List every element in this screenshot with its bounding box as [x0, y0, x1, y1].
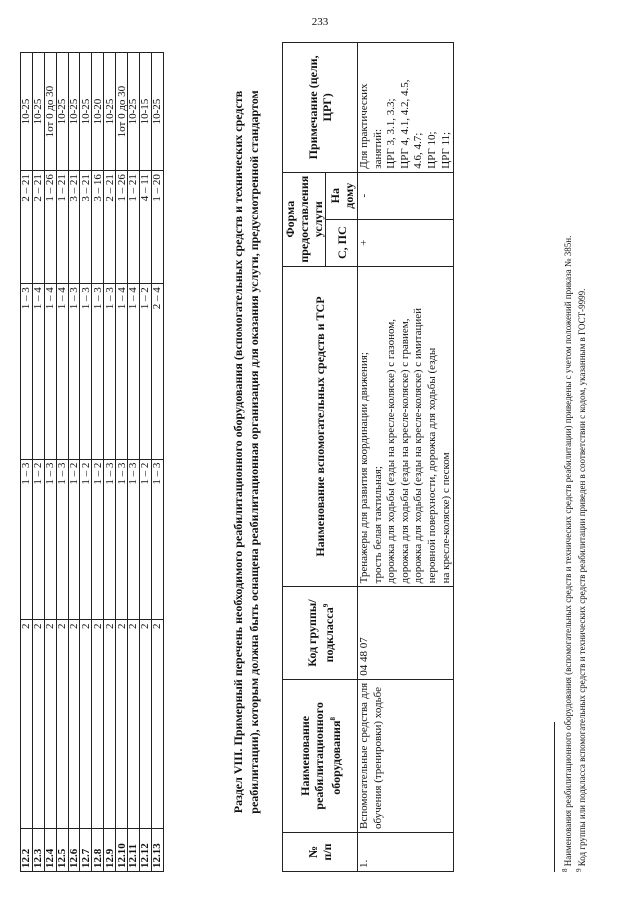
cell-col-3: 1 – 4: [32, 284, 44, 459]
cell-col-4: 4 – 11: [139, 171, 151, 284]
cell-col-4: 2 – 21: [21, 171, 33, 284]
cell-col-2: 1 – 2: [92, 459, 104, 620]
section-heading: [230, 42, 262, 862]
header-equipment-name-footnote-mark: 8: [328, 717, 337, 721]
cell-col-5: 1от 0 до 30: [44, 53, 56, 171]
footnote-divider: [554, 722, 555, 872]
table-row: [92, 53, 104, 872]
note-line: ЦРГ 3, 3.1, 3.3;: [385, 98, 398, 169]
aids-line: неровной поверхности, дорожка для ходьбы (езды: [425, 347, 438, 584]
table-row: [68, 53, 80, 872]
header-number-line-2: п/п: [320, 843, 334, 861]
cell-col-2: 1 – 2: [139, 459, 151, 620]
cell-col-3: 1 – 3: [68, 284, 80, 459]
row-notes: [358, 43, 454, 173]
footnote-8: [560, 52, 574, 872]
section-heading-line-1: Раздел VIII. Примерный перечень необходимого реабилитационного оборудования (вспомогательных средств и технических средств: [231, 90, 245, 814]
cell-col-1: 2: [92, 620, 104, 829]
cell-col-1: 2: [56, 620, 68, 829]
note-line: Для практических: [358, 83, 370, 169]
cell-col-3: 1 – 3: [80, 284, 92, 459]
cell-col-3: 1 – 3: [104, 284, 116, 459]
cell-col-1: 2: [32, 620, 44, 829]
row-form-home: -: [358, 172, 454, 219]
cell-col-0: 12.8: [92, 829, 104, 872]
table-row: [128, 53, 140, 872]
cell-col-2: 1 – 3: [21, 459, 33, 620]
cell-col-4: 1 – 20: [151, 171, 163, 284]
aids-line: на кресле-коляске) с песком: [439, 452, 452, 584]
cell-col-5: 1от 0 до 30: [116, 53, 128, 171]
note-line: ЦРГ 4, 4.1, 4.2, 4.5,: [398, 79, 411, 169]
cell-col-2: 1 – 2: [32, 459, 44, 620]
aids-line: трость белая тактильная;: [371, 466, 384, 584]
cell-col-4: 2 – 21: [32, 171, 44, 284]
note-line: ЦРГ 10;: [425, 131, 438, 169]
cell-col-0: 12.5: [56, 829, 68, 872]
footnote-text: Наименования реабилитационного оборудования (вспомогательных средств и технических средств реабилитации) приведены с учетом положений приказа № 385н.: [563, 235, 573, 869]
equipment-table: [282, 42, 454, 872]
aids-line: дорожка для ходьбы (езды на кресле-коляске) с гравием,: [398, 318, 411, 584]
header-group-code: [283, 587, 358, 679]
cell-col-4: 1 – 21: [128, 171, 140, 284]
cell-col-1: 2: [116, 620, 128, 829]
cell-col-1: 2: [104, 620, 116, 829]
cell-col-3: 1 – 2: [139, 284, 151, 459]
header-equipment-name-text: Наименование реабилитационного оборудования: [297, 702, 343, 810]
cell-col-1: 2: [139, 620, 151, 829]
row-group-code: 04 48 07: [358, 587, 454, 679]
table-row: [56, 53, 68, 872]
cell-col-0: 12.11: [128, 829, 140, 872]
cell-col-0: 12.10: [116, 829, 128, 872]
cell-col-5: 10-25: [104, 53, 116, 171]
cell-col-3: 1 – 4: [56, 284, 68, 459]
cell-col-5: 10-20: [92, 53, 104, 171]
table-row: [151, 53, 163, 872]
cell-col-2: 1 – 3: [128, 459, 140, 620]
cell-col-4: 1 – 26: [44, 171, 56, 284]
note-line: 4.6, 4.7;: [412, 132, 425, 169]
row-aids: [358, 266, 454, 587]
cell-col-1: 2: [80, 620, 92, 829]
table-row: [116, 53, 128, 872]
cell-col-3: 2 – 4: [151, 284, 163, 459]
note-line: ЦРГ 11;: [439, 131, 452, 169]
header-form-ps: С, ПС: [326, 219, 358, 266]
cell-col-5: 10-15: [139, 53, 151, 171]
footnote-mark: 8: [561, 868, 569, 872]
header-number-line-1: №: [306, 845, 320, 859]
header-number: [283, 832, 358, 871]
cell-col-3: 1 – 4: [44, 284, 56, 459]
section-heading-line-2: реабилитации), которым должна быть оснащена реабилитационная организация для оказания услуги, предусмотренной стандартом: [247, 90, 261, 814]
cell-col-2: 1 – 3: [104, 459, 116, 620]
cell-col-3: 1 – 4: [128, 284, 140, 459]
table-row: [139, 53, 151, 872]
footnote-mark: 9: [575, 868, 583, 872]
cell-col-4: 3 – 21: [68, 171, 80, 284]
header-group-code-text: Код группы/ подкласса: [304, 599, 336, 667]
cell-col-1: 2: [44, 620, 56, 829]
note-line: занятий:: [371, 128, 384, 169]
cell-col-5: 10-25: [32, 53, 44, 171]
cell-col-2: 1 – 3: [44, 459, 56, 620]
cell-col-2: 1 – 3: [116, 459, 128, 620]
footnote-9: [574, 52, 588, 872]
cell-col-4: 1 – 21: [56, 171, 68, 284]
page-number: 233: [311, 16, 329, 28]
continuation-table: [20, 52, 164, 872]
cell-col-4: 3 – 16: [92, 171, 104, 284]
row-equipment: Вспомогательные средства для обучения (тренировки) ходьбе: [358, 679, 454, 832]
aids-line: дорожка для ходьбы (езды на кресле-коляске) с имитацией: [412, 307, 425, 584]
cell-col-4: 2 – 21: [104, 171, 116, 284]
cell-col-4: 1 – 26: [116, 171, 128, 284]
cell-col-0: 12.9: [104, 829, 116, 872]
cell-col-5: 10-25: [80, 53, 92, 171]
cell-col-2: 1 – 2: [68, 459, 80, 620]
cell-col-0: 12.3: [32, 829, 44, 872]
aids-line: Тренажеры для развития координации движения;: [358, 352, 370, 584]
cell-col-3: 1 – 3: [92, 284, 104, 459]
cell-col-5: 10-25: [68, 53, 80, 171]
rotated-page-content: [20, 32, 620, 892]
header-group-code-footnote-mark: 9: [321, 603, 330, 608]
table-row: [32, 53, 44, 872]
cell-col-0: 12.7: [80, 829, 92, 872]
continuation-table-body: [21, 53, 164, 872]
cell-col-5: 10-25: [151, 53, 163, 171]
cell-col-1: 2: [151, 620, 163, 829]
footnote-text: Код группы или подкласса вспомогательных средств и технических средств реабилитации приведен в соответствии с кодом, указанным в ГОСТ-9999.: [577, 288, 587, 869]
cell-col-0: 12.13: [151, 829, 163, 872]
header-form-home: На дому: [326, 172, 358, 219]
footnotes: [560, 52, 588, 872]
cell-col-5: 10-25: [128, 53, 140, 171]
cell-col-4: 3 – 21: [80, 171, 92, 284]
cell-col-3: 1 – 3: [21, 284, 33, 459]
cell-col-2: 1 – 3: [151, 459, 163, 620]
table-row: [104, 53, 116, 872]
header-aids-name: Наименование вспомогательных средств и ТСР: [283, 266, 358, 587]
cell-col-0: 12.6: [68, 829, 80, 872]
cell-col-1: 2: [68, 620, 80, 829]
cell-col-5: 10-25: [56, 53, 68, 171]
cell-col-5: 10-25: [21, 53, 33, 171]
cell-col-1: 2: [128, 620, 140, 829]
table-row: [358, 43, 454, 872]
cell-col-3: 1 – 4: [116, 284, 128, 459]
cell-col-2: 1 – 2: [80, 459, 92, 620]
table-row: [44, 53, 56, 872]
header-note: Примечание (цели, ЦРГ): [283, 43, 358, 173]
cell-col-1: 2: [21, 620, 33, 829]
cell-col-0: 12.2: [21, 829, 33, 872]
header-form: Форма предоставления услуги: [283, 172, 326, 266]
row-form-ps: +: [358, 219, 454, 266]
cell-col-2: 1 – 3: [56, 459, 68, 620]
cell-col-0: 12.12: [139, 829, 151, 872]
row-number: 1.: [358, 832, 454, 871]
table-row: [80, 53, 92, 872]
header-equipment-name: [283, 679, 358, 832]
cell-col-0: 12.4: [44, 829, 56, 872]
table-row: [21, 53, 33, 872]
aids-line: дорожка для ходьбы (езды на кресле-коляске) с газоном,: [385, 319, 398, 584]
